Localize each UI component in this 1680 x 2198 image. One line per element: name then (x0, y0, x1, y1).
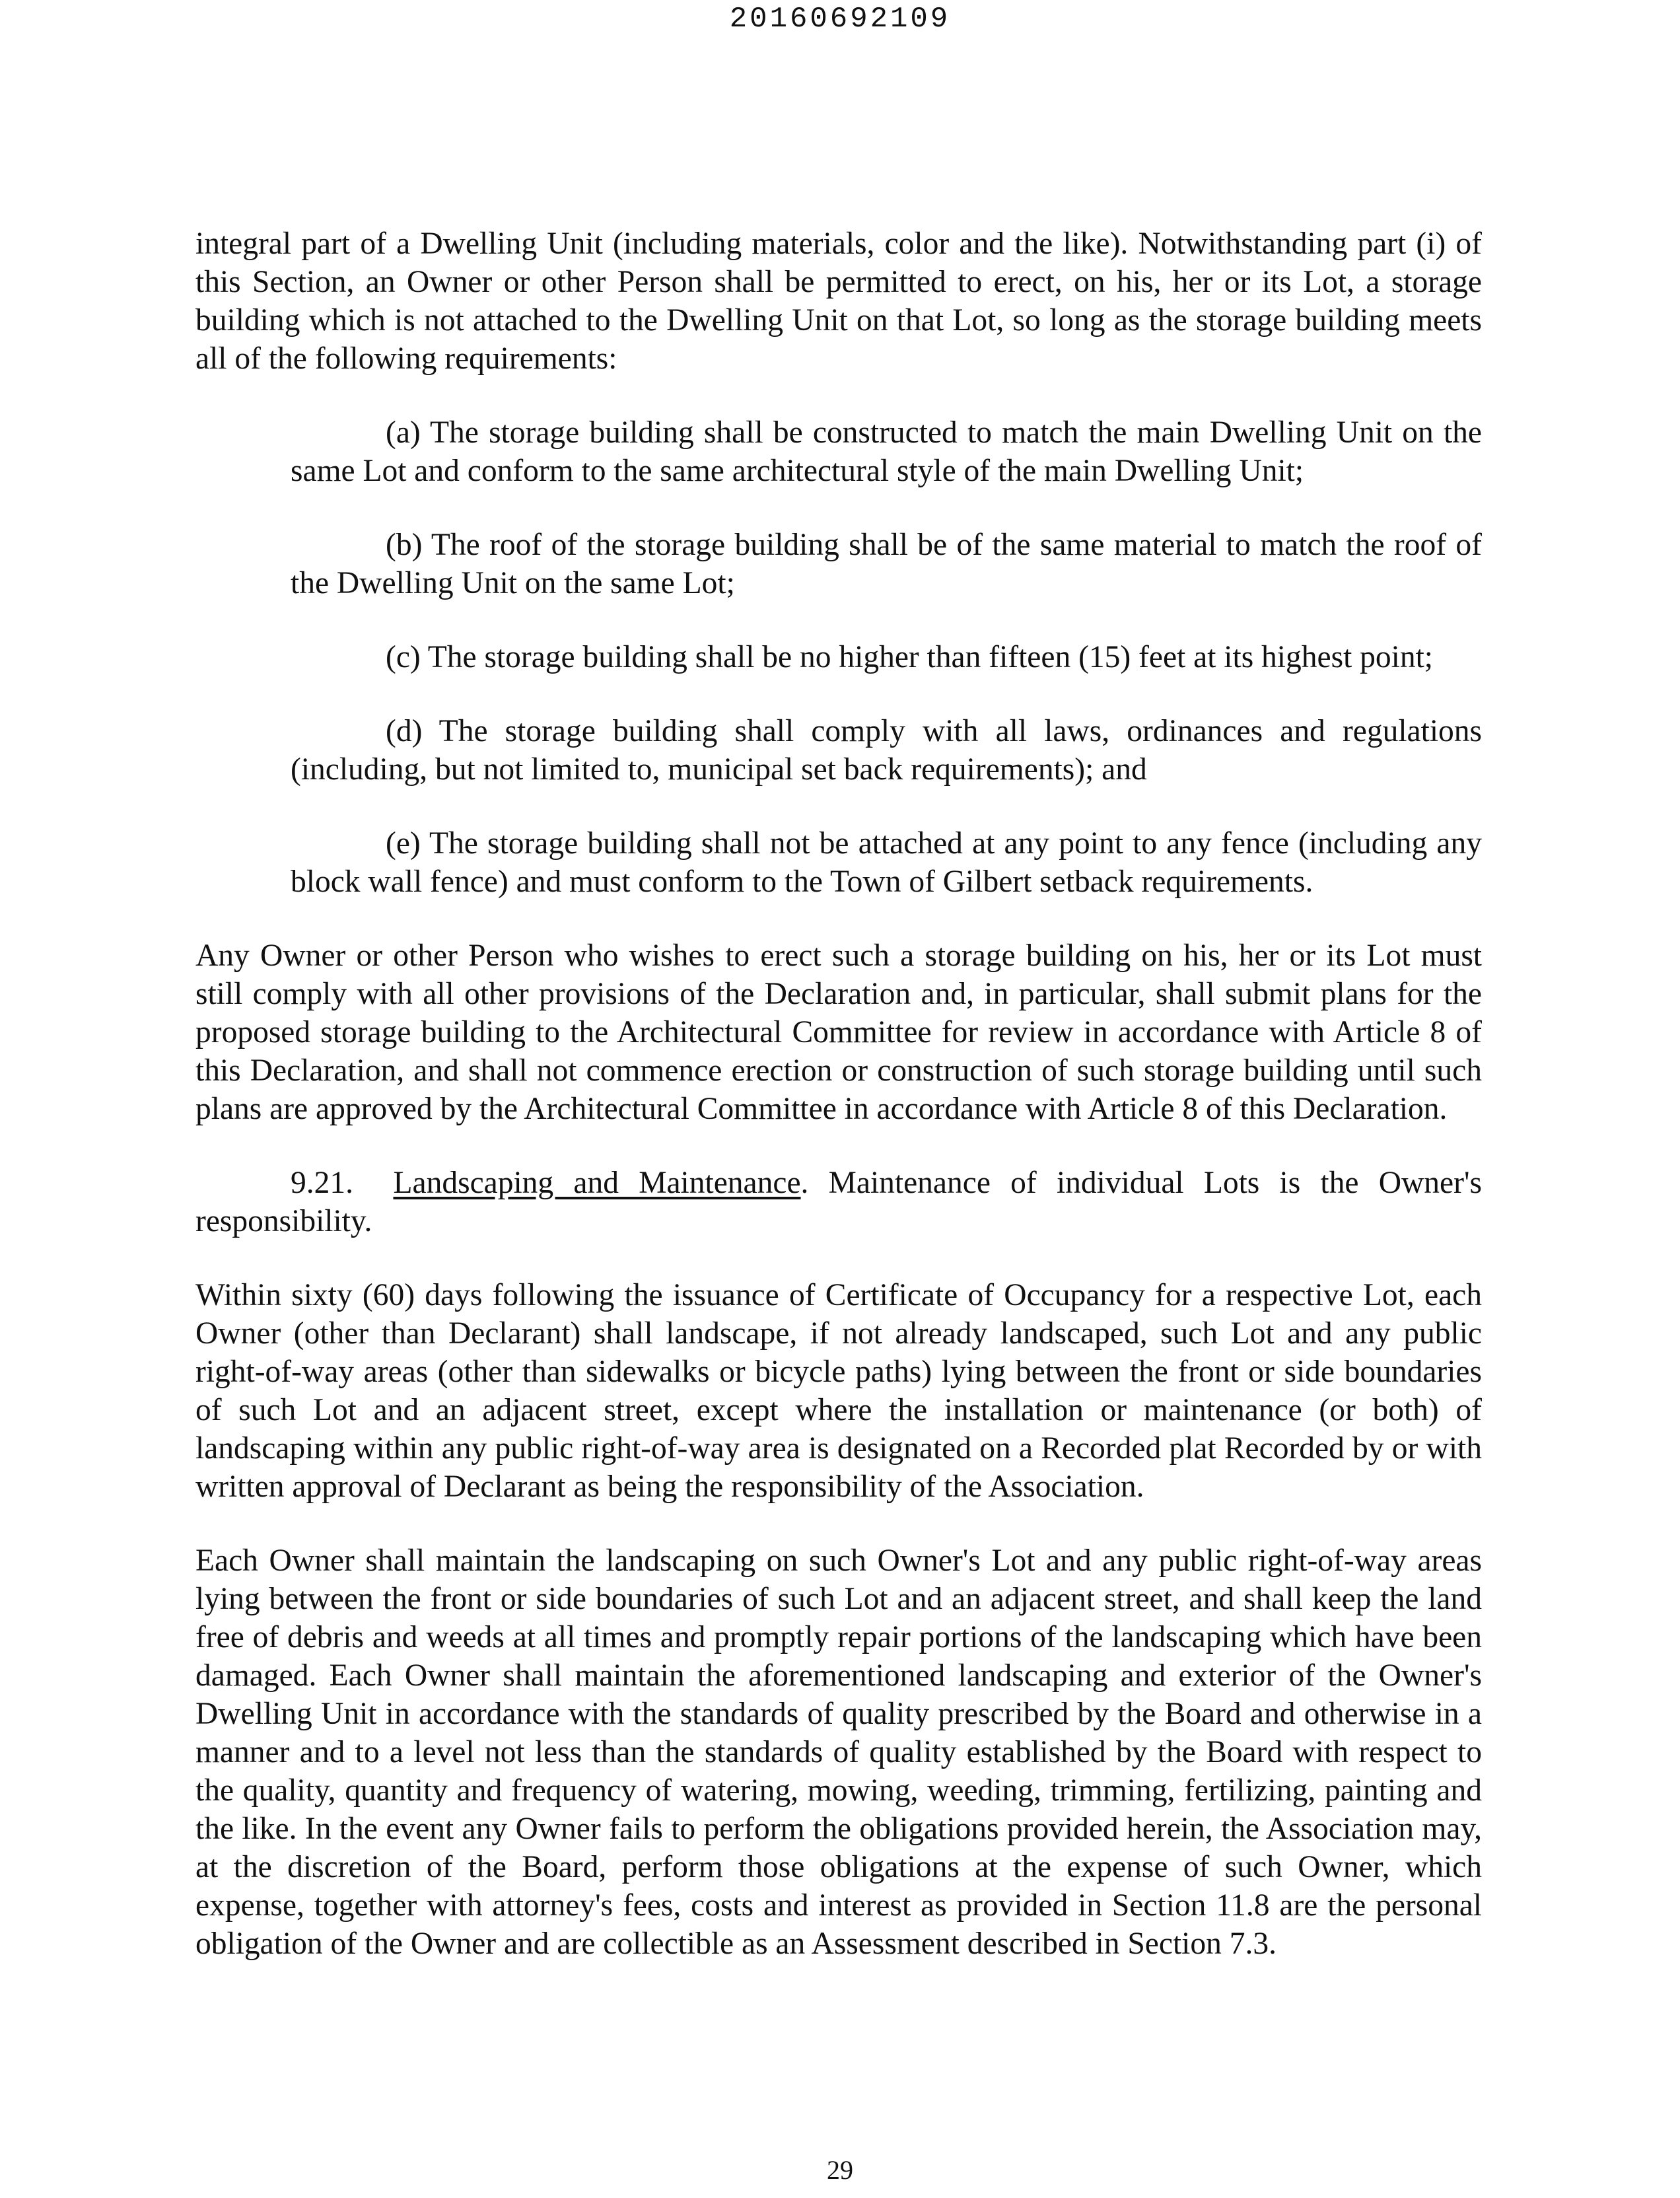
landscape-paragraph: Within sixty (60) days following the issuance of Certificate of Occupancy for a respective Lot, each Owner (other than Declarant) shall landscape, if not already landscaped, such Lot and any public right-of-way areas (other than sidewalks or bicycle paths) lying between the front or side boundaries of such Lot and an adjacent street, except where the installation or maintenance (or both) of landscaping within any public right-of-way area is designated on a Recorded plat Recorded by or with written approval of Declarant as being the responsibility of the Association. (195, 1278, 1482, 1504)
page-number: 29 (827, 2155, 853, 2185)
document-body (195, 225, 1482, 1963)
requirement-b: (b) The roof of the storage building shall be of the same material to match the roof of the Dwelling Unit on the same Lot; (291, 528, 1482, 600)
section-number: 9.21. (291, 1166, 353, 1200)
section-9-21 (195, 1164, 1482, 1240)
section-title: Landscaping and Maintenance (393, 1166, 801, 1200)
requirement-c: (c) The storage building shall be no higher than fifteen (15) feet at its highest point; (386, 640, 1433, 674)
maintenance-paragraph: Each Owner shall maintain the landscaping on such Owner's Lot and any public right-of-way areas lying between the front or side boundaries of such Lot and an adjacent street, and shall keep the land free of debris and weeds at all times and promptly repair portions of the landscaping which have been damaged. Each Owner shall maintain the aforementioned landscaping and exterior of the Owner's Dwelling Unit in accordance with the standards of quality prescribed by the Board and otherwise in a manner and to a level not less than the standards of quality established by the Board with respect to the quality, quantity and frequency of watering, mowing, weeding, trimming, fertilizing, painting and the like. In the event any Owner fails to perform the obligations provided herein, the Association may, at the discretion of the Board, perform those obligations at the expense of such Owner, which expense, together with attorney's fees, costs and interest as provided in Section 11.8 are the personal obligation of the Owner and are collectible as an Assessment described in Section 7.3. (195, 1543, 1482, 1961)
requirement-a: (a) The storage building shall be constructed to match the main Dwelling Unit on the same Lot and conform to the same architectural style of the main Dwelling Unit; (291, 415, 1482, 488)
section-text: . Maintenance of individual Lots is the Owner's responsibility. (195, 1166, 1482, 1238)
compliance-paragraph: Any Owner or other Person who wishes to erect such a storage building on his, her or its Lot must still comply with all other provisions of the Declaration and, in particular, shall submit plans for the proposed storage building to the Architectural Committee for review in accordance with Article 8 of this Declaration, and shall not commence erection or construction of such storage building until such plans are approved by the Architectural Committee in accordance with Article 8 of this Declaration. (195, 939, 1482, 1126)
requirement-e: (e) The storage building shall not be attached at any point to any fence (including any block wall fence) and must conform to the Town of Gilbert setback requirements. (291, 826, 1482, 899)
requirement-d: (d) The storage building shall comply with all laws, ordinances and regulations (including, but not limited to, municipal set back requirements); and (291, 714, 1482, 787)
intro-paragraph: integral part of a Dwelling Unit (including materials, color and the like). Notwithstanding part (i) of this Section, an Owner or other Person shall be permitted to erect, on his, her or its Lot, a storage building which is not attached to the Dwelling Unit on that Lot, so long as the storage building meets all of the following requirements: (195, 227, 1482, 376)
document-number: 20160692109 (729, 3, 951, 36)
